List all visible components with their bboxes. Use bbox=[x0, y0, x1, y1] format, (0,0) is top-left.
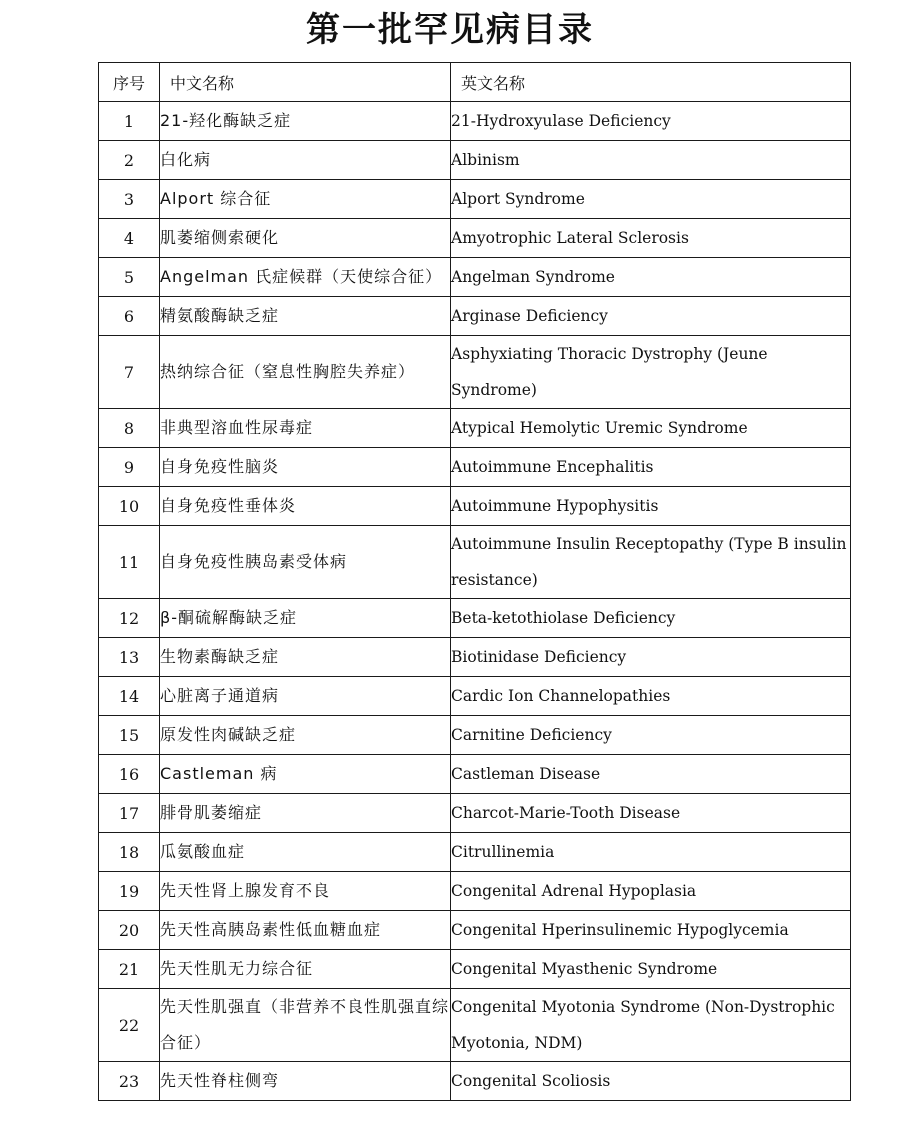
table-row bbox=[99, 487, 851, 526]
table-row bbox=[99, 102, 851, 141]
row-number: 3 bbox=[99, 180, 160, 219]
english-name: Autoimmune Insulin Receptopathy (Type B insulin resistance) bbox=[451, 526, 851, 599]
row-number: 10 bbox=[99, 487, 160, 526]
english-name: Charcot-Marie-Tooth Disease bbox=[451, 794, 851, 833]
table-row bbox=[99, 219, 851, 258]
row-number: 8 bbox=[99, 409, 160, 448]
table-row bbox=[99, 638, 851, 677]
english-name: Angelman Syndrome bbox=[451, 258, 851, 297]
chinese-name: 先天性肌强直（非营养不良性肌强直综合征） bbox=[160, 989, 451, 1062]
row-number: 6 bbox=[99, 297, 160, 336]
english-name: 21-Hydroxyulase Deficiency bbox=[451, 102, 851, 141]
chinese-name: Alport 综合征 bbox=[160, 180, 451, 219]
row-number: 1 bbox=[99, 102, 160, 141]
chinese-name: 心脏离子通道病 bbox=[160, 677, 451, 716]
chinese-name: 先天性肌无力综合征 bbox=[160, 950, 451, 989]
table-row bbox=[99, 989, 851, 1062]
header-english-name: 英文名称 bbox=[451, 63, 851, 102]
chinese-name: β-酮硫解酶缺乏症 bbox=[160, 599, 451, 638]
chinese-name: 先天性脊柱侧弯 bbox=[160, 1062, 451, 1101]
table-row bbox=[99, 258, 851, 297]
table-row bbox=[99, 950, 851, 989]
english-name: Carnitine Deficiency bbox=[451, 716, 851, 755]
table-row bbox=[99, 794, 851, 833]
row-number: 20 bbox=[99, 911, 160, 950]
row-number: 14 bbox=[99, 677, 160, 716]
row-number: 23 bbox=[99, 1062, 160, 1101]
row-number: 7 bbox=[99, 336, 160, 409]
row-number: 4 bbox=[99, 219, 160, 258]
chinese-name: 瓜氨酸血症 bbox=[160, 833, 451, 872]
table-row bbox=[99, 1062, 851, 1101]
row-number: 21 bbox=[99, 950, 160, 989]
table-row bbox=[99, 526, 851, 599]
table-row bbox=[99, 599, 851, 638]
table-row bbox=[99, 872, 851, 911]
table-row bbox=[99, 409, 851, 448]
page-title: 第一批罕见病目录 bbox=[306, 10, 594, 50]
row-number: 12 bbox=[99, 599, 160, 638]
english-name: Albinism bbox=[451, 141, 851, 180]
chinese-name: Angelman 氏症候群（天使综合征） bbox=[160, 258, 451, 297]
english-name: Autoimmune Hypophysitis bbox=[451, 487, 851, 526]
english-name: Alport Syndrome bbox=[451, 180, 851, 219]
chinese-name: 肌萎缩侧索硬化 bbox=[160, 219, 451, 258]
chinese-name: 自身免疫性垂体炎 bbox=[160, 487, 451, 526]
row-number: 18 bbox=[99, 833, 160, 872]
row-number: 11 bbox=[99, 526, 160, 599]
english-name: Cardic Ion Channelopathies bbox=[451, 677, 851, 716]
chinese-name: 先天性高胰岛素性低血糖血症 bbox=[160, 911, 451, 950]
table-row bbox=[99, 716, 851, 755]
chinese-name: 热纳综合征（窒息性胸腔失养症） bbox=[160, 336, 451, 409]
english-name: Congenital Hperinsulinemic Hypoglycemia bbox=[451, 911, 851, 950]
row-number: 19 bbox=[99, 872, 160, 911]
row-number: 15 bbox=[99, 716, 160, 755]
english-name: Congenital Adrenal Hypoplasia bbox=[451, 872, 851, 911]
table-row bbox=[99, 336, 851, 409]
english-name: Citrullinemia bbox=[451, 833, 851, 872]
row-number: 16 bbox=[99, 755, 160, 794]
header-number: 序号 bbox=[99, 63, 160, 102]
table-row bbox=[99, 677, 851, 716]
chinese-name: 自身免疫性脑炎 bbox=[160, 448, 451, 487]
english-name: Congenital Myasthenic Syndrome bbox=[451, 950, 851, 989]
row-number: 2 bbox=[99, 141, 160, 180]
table-row bbox=[99, 911, 851, 950]
english-name: Congenital Scoliosis bbox=[451, 1062, 851, 1101]
row-number: 13 bbox=[99, 638, 160, 677]
row-number: 17 bbox=[99, 794, 160, 833]
chinese-name: 非典型溶血性尿毒症 bbox=[160, 409, 451, 448]
chinese-name: 自身免疫性胰岛素受体病 bbox=[160, 526, 451, 599]
chinese-name: 原发性肉碱缺乏症 bbox=[160, 716, 451, 755]
chinese-name: 21-羟化酶缺乏症 bbox=[160, 102, 451, 141]
english-name: Amyotrophic Lateral Sclerosis bbox=[451, 219, 851, 258]
header-chinese-name: 中文名称 bbox=[160, 63, 451, 102]
row-number: 5 bbox=[99, 258, 160, 297]
table-row bbox=[99, 180, 851, 219]
table-row bbox=[99, 833, 851, 872]
row-number: 9 bbox=[99, 448, 160, 487]
english-name: Arginase Deficiency bbox=[451, 297, 851, 336]
english-name: Beta-ketothiolase Deficiency bbox=[451, 599, 851, 638]
chinese-name: 生物素酶缺乏症 bbox=[160, 638, 451, 677]
table-row bbox=[99, 755, 851, 794]
table-row bbox=[99, 141, 851, 180]
english-name: Atypical Hemolytic Uremic Syndrome bbox=[451, 409, 851, 448]
table-row bbox=[99, 448, 851, 487]
table-row bbox=[99, 297, 851, 336]
english-name: Biotinidase Deficiency bbox=[451, 638, 851, 677]
english-name: Castleman Disease bbox=[451, 755, 851, 794]
chinese-name: 腓骨肌萎缩症 bbox=[160, 794, 451, 833]
english-name: Asphyxiating Thoracic Dystrophy (Jeune Syndrome) bbox=[451, 336, 851, 409]
english-name: Autoimmune Encephalitis bbox=[451, 448, 851, 487]
english-name: Congenital Myotonia Syndrome (Non-Dystrophic Myotonia, NDM) bbox=[451, 989, 851, 1062]
rare-disease-table bbox=[98, 62, 851, 1101]
chinese-name: 先天性肾上腺发育不良 bbox=[160, 872, 451, 911]
chinese-name: Castleman 病 bbox=[160, 755, 451, 794]
chinese-name: 白化病 bbox=[160, 141, 451, 180]
chinese-name: 精氨酸酶缺乏症 bbox=[160, 297, 451, 336]
table-header-row bbox=[99, 63, 851, 102]
row-number: 22 bbox=[99, 989, 160, 1062]
